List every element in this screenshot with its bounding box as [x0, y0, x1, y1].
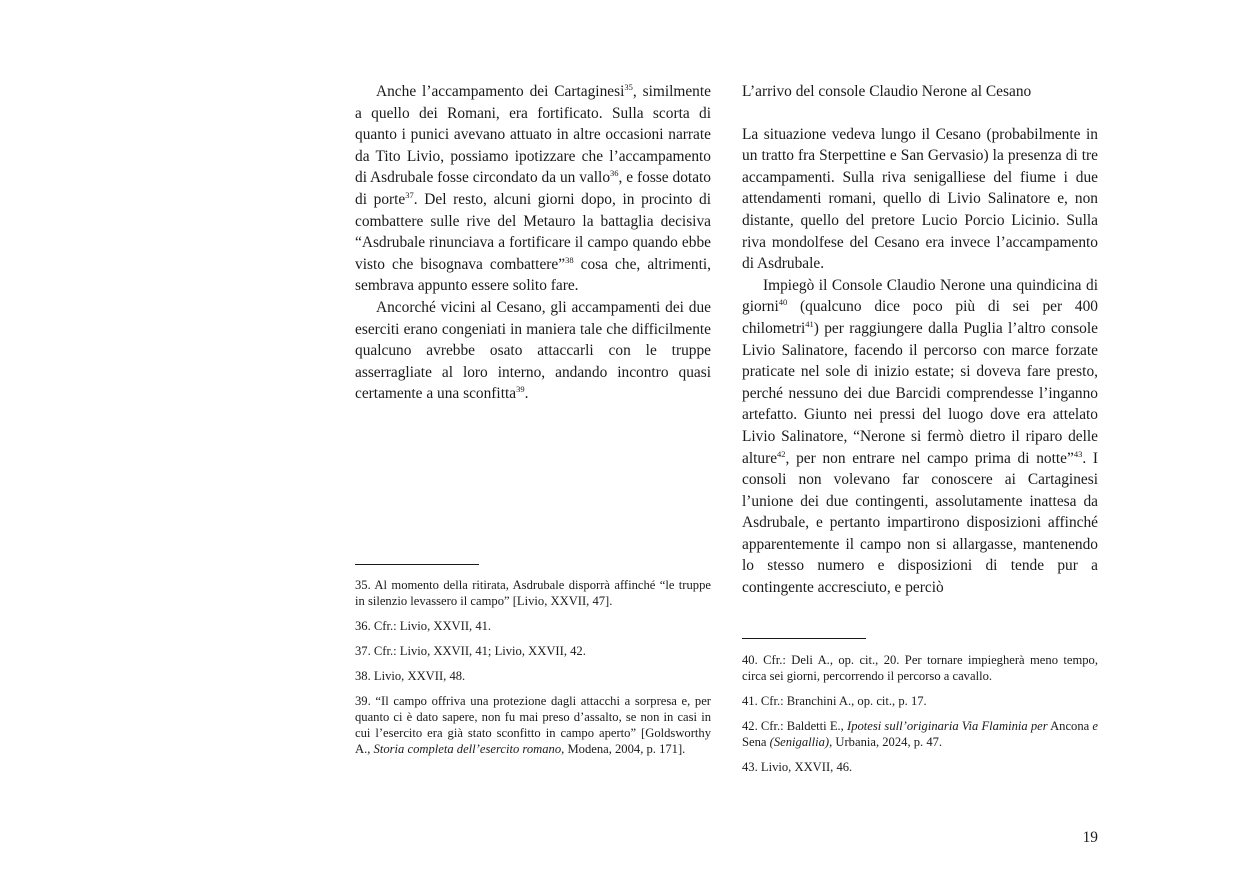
footnote-ref: 42	[777, 448, 786, 459]
italic-text: e	[1092, 719, 1098, 733]
footnote-separator-right	[742, 638, 866, 639]
left-column	[355, 81, 711, 405]
text-run: 39. “Il campo offriva una protezione dagli attacchi a sorpresa e, per quanto ci è dato sapere, non fu mai preso d’assalto, se non in casi in cui l’esercito era già stato sconfitto in campo aperto” [Goldsworthy A.,	[355, 694, 711, 756]
footnote	[742, 759, 1098, 775]
footnote	[355, 643, 711, 659]
footnote-ref: 37	[405, 189, 414, 200]
right-body-text	[742, 124, 1098, 599]
italic-text: Ipotesi sull’originaria Via Flaminia per	[847, 719, 1048, 733]
text-run: 43. Livio, XXVII, 46.	[742, 760, 853, 774]
text-run: . Del resto, alcuni giorni dopo, in procinto di combattere sulle rive del Metauro la battaglia decisiva “Asdrubale rinunciava a fortificare il campo quando ebbe visto che bisognava combattere”	[355, 190, 711, 273]
left-body-text	[355, 81, 711, 405]
footnote-ref: 41	[805, 318, 814, 329]
footnote-ref: 38	[565, 254, 574, 265]
text-run: Modena, 2004, p. 171].	[564, 742, 686, 756]
text-run: Anche l’accampamento dei Cartaginesi	[376, 83, 625, 100]
footnote	[742, 718, 1098, 750]
section-heading: L’arrivo del console Claudio Nerone al Cesano	[742, 83, 1032, 100]
text-run: 41. Cfr.: Branchini A., op. cit., p. 17.	[742, 694, 927, 708]
footnote-ref: 36	[610, 168, 619, 179]
italic-text: (Senigallia),	[769, 735, 833, 749]
footnotes-right	[742, 652, 1098, 784]
text-run: 42. Cfr.: Baldetti E.,	[742, 719, 847, 733]
text-run: , e fosse dotato di porte	[355, 169, 711, 208]
footnote	[355, 577, 711, 609]
text-run: La situazione vedeva lungo il Cesano (probabilmente in un tratto fra Sterpettine e San Gervasio) la presenza di tre accampamenti. Sulla riva senigalliese del fiume i due attendamenti romani, quello di Livio Salinatore e, non distante, quello del pretore Lucio Porcio Licinio. Sulla riva mondolfese del Cesano era invece l’accampamento di Asdrubale.	[742, 125, 1098, 273]
text-run: 36. Cfr.: Livio, XXVII, 41.	[355, 619, 492, 633]
footnote-ref: 35	[624, 82, 633, 92]
footnote	[355, 693, 711, 757]
text-run: Ancona	[1047, 719, 1093, 733]
page-number: 19	[1082, 829, 1098, 846]
paragraph	[355, 297, 711, 405]
text-run: 35. Al momento della ritirata, Asdrubale disporrà affinché “le truppe in silenzio levassero il campo” [Livio, XXVII, 47].	[355, 578, 711, 608]
paragraph	[742, 124, 1098, 275]
footnote	[355, 618, 711, 634]
footnote	[742, 652, 1098, 684]
text-run: Sena	[742, 735, 770, 749]
text-run: Impiegò il Console Claudio Nerone una quindicina di giorni	[742, 276, 1098, 316]
text-run: ) per raggiungere dalla Puglia l’altro console Livio Salinatore, facendo il percorso con marce forzate praticate nel sole di inizio estate; si doveva fare presto, perché nessuno dei due Barcidi comprendesse l’inganno artefatto. Giunto nei pressi del luogo dove era attelato Livio Salinatore, “Nerone si fermò dietro il riparo delle alture	[742, 319, 1098, 467]
text-run: , similmente a quello dei Romani, era fortificato. Sulla scorta di quanto i punici avevano attuato in altre occasioni narrate da Tito Livio, possiamo ipotizzare che l’accampamento di Asdrubale fosse circondato da un vallo	[355, 83, 711, 187]
text-run: Ancorché vicini al Cesano, gli accampamenti dei due eserciti erano congeniati in maniera tale che difficilmente qualcuno avrebbe osato attaccarli con le truppe asserragliate al loro interno, andando incontro quasi certamente a una sconfitta	[355, 298, 711, 403]
italic-text: Storia completa dell’esercito romano,	[373, 742, 565, 756]
footnote	[355, 668, 711, 684]
right-column	[742, 81, 1098, 599]
text-run: . I consoli non volevano far conoscere ai Cartaginesi l’unione dei due contingenti, assolutamente inattesa da Asdrubale, e pertanto impartirono disposizioni affinché apparentemente il campo non si allargasse, mantenendo lo stesso numero e disposizioni di tende pur a contingente accresciuto, e perciò	[742, 449, 1098, 597]
footnotes-left	[355, 577, 711, 766]
text-run: 38. Livio, XXVII, 48.	[355, 669, 466, 683]
footnote-ref: 40	[778, 297, 788, 308]
text-run: (qualcuno dice poco più di sei per 400 chilometri	[742, 298, 1098, 337]
text-run: .	[524, 385, 529, 403]
text-run: Urbania, 2024, p. 47.	[832, 735, 943, 749]
text-run: 40. Cfr.: Deli A., op. cit., 20. Per tornare impiegherà meno tempo, circa sei giorni, percorrendo il percorso a cavallo.	[742, 653, 1098, 683]
paragraph	[355, 81, 711, 297]
footnote-ref: 43	[1073, 448, 1083, 459]
text-run: 37. Cfr.: Livio, XXVII, 41; Livio, XXVII, 42.	[355, 644, 586, 658]
paragraph	[742, 275, 1098, 599]
footnote	[742, 693, 1098, 709]
text-run: cosa che, altrimenti, sembrava appunto essere solito fare.	[355, 255, 711, 295]
text-run: , per non entrare nel campo prima di notte”	[785, 449, 1074, 467]
footnote-separator-left	[355, 564, 479, 565]
footnote-ref: 39	[516, 384, 525, 395]
